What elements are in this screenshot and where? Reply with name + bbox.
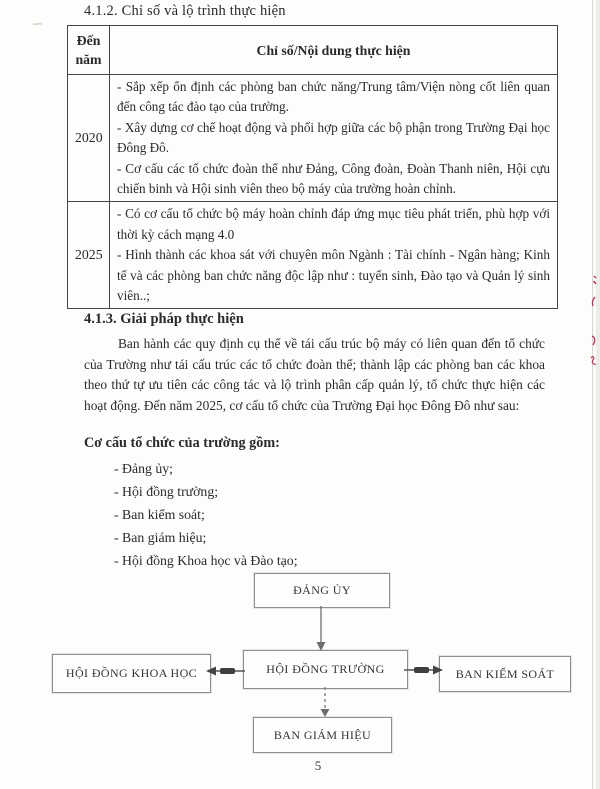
indicator-item: - Sắp xếp ổn định các phòng ban chức năng/Trung tâm/Viện nòng cốt liên quan đến công tác đào tạo của trường. bbox=[117, 79, 550, 115]
indicators-table bbox=[67, 25, 558, 309]
table-header-row bbox=[68, 26, 558, 75]
indicator-item: - Có cơ cấu tổ chức bộ máy hoàn chỉnh đáp ứng mục tiêu phát triển, phù hợp với thời kỳ cách mạng 4.0 bbox=[117, 206, 550, 242]
column-header-content: Chỉ số/Nội dung thực hiện bbox=[110, 26, 558, 75]
red-pen-mark bbox=[591, 335, 599, 347]
org-list-item: - Ban giám hiệu; bbox=[114, 530, 207, 545]
org-list-item: - Hội đồng Khoa học và Đào tạo; bbox=[114, 553, 298, 568]
page-number: 5 bbox=[314, 758, 322, 773]
year-cell: 2020 bbox=[68, 75, 110, 202]
right-arrow-icon bbox=[403, 663, 443, 677]
red-pen-mark bbox=[592, 275, 600, 286]
org-list-item: - Đảng ủy; bbox=[114, 461, 174, 476]
content-cell bbox=[110, 202, 558, 309]
section-heading-412: 4.1.2. Chỉ số và lộ trình thực hiện bbox=[84, 3, 286, 19]
red-pen-mark bbox=[590, 355, 599, 367]
indicator-item: - Xây dựng cơ chế hoạt động và phối hợp giữa các bộ phận trong Trường Đại học Đông Đô. bbox=[117, 119, 550, 156]
down-arrow-icon bbox=[313, 606, 329, 652]
org-structure-subheading: Cơ cấu tổ chức của trường gồm: bbox=[84, 435, 280, 451]
content-cell bbox=[110, 75, 558, 202]
indicator-item: - Cơ cấu các tổ chức đoàn thể như Đảng, Công đoàn, Đoàn Thanh niên, Hội cựu chiến binh và Hội sinh viên theo bộ máy của trường hoàn chỉnh. bbox=[117, 160, 550, 197]
org-chart-box-ban-giam-hieu: BAN GIÁM HIỆU bbox=[253, 717, 392, 753]
year-cell: 2025 bbox=[68, 202, 110, 309]
left-arrow-icon bbox=[206, 664, 246, 678]
scan-edge-band bbox=[596, 0, 600, 789]
scan-edge-line bbox=[592, 0, 593, 789]
org-list-item: - Hội đồng trường; bbox=[114, 484, 219, 499]
solution-paragraph: Ban hành các quy định cụ thể về tái cấu trúc bộ máy có liên quan đến tổ chức của Trường như tái cấu trúc các tổ chức đoàn thể; thành lập các phòng ban các khoa theo thứ tự ưu tiên các công tác và lộ trình phân cấp quản lý, tổ chức thực hiện các hoạt động. Đến năm 2025, cơ cấu tổ chức của Trường Đại học Đông Đô như sau: bbox=[84, 336, 545, 413]
org-chart bbox=[0, 560, 600, 765]
column-header-year: Đến năm bbox=[68, 26, 110, 75]
org-chart-box-hoi-dong-khoa-hoc: HỘI ĐỒNG KHOA HỌC bbox=[52, 654, 211, 693]
down-arrow-dashed-icon bbox=[317, 687, 333, 718]
org-chart-box-hoi-dong-truong: HỘI ĐỒNG TRƯỜNG bbox=[243, 650, 408, 689]
table-row bbox=[68, 75, 558, 202]
red-pen-mark bbox=[590, 296, 598, 308]
section-heading-413: 4.1.3. Giải pháp thực hiện bbox=[84, 311, 244, 327]
scan-artifact-dash bbox=[33, 23, 42, 26]
indicator-item: - Hình thành các khoa sát với chuyên môn Ngành : Tài chính - Ngân hàng; Kinh tế và các phòng ban chức năng độc lập như : tuyển sinh, Đào tạo và Quản lý sinh viên..; bbox=[117, 247, 550, 304]
org-list-item: - Ban kiểm soát; bbox=[114, 507, 205, 522]
table-row bbox=[68, 202, 558, 309]
org-chart-box-dang-uy: ĐẢNG ỦY bbox=[254, 573, 390, 608]
section-413 bbox=[84, 311, 545, 573]
org-structure-list bbox=[114, 457, 298, 572]
org-chart-box-ban-kiem-soat: BAN KIỂM SOÁT bbox=[439, 656, 571, 692]
